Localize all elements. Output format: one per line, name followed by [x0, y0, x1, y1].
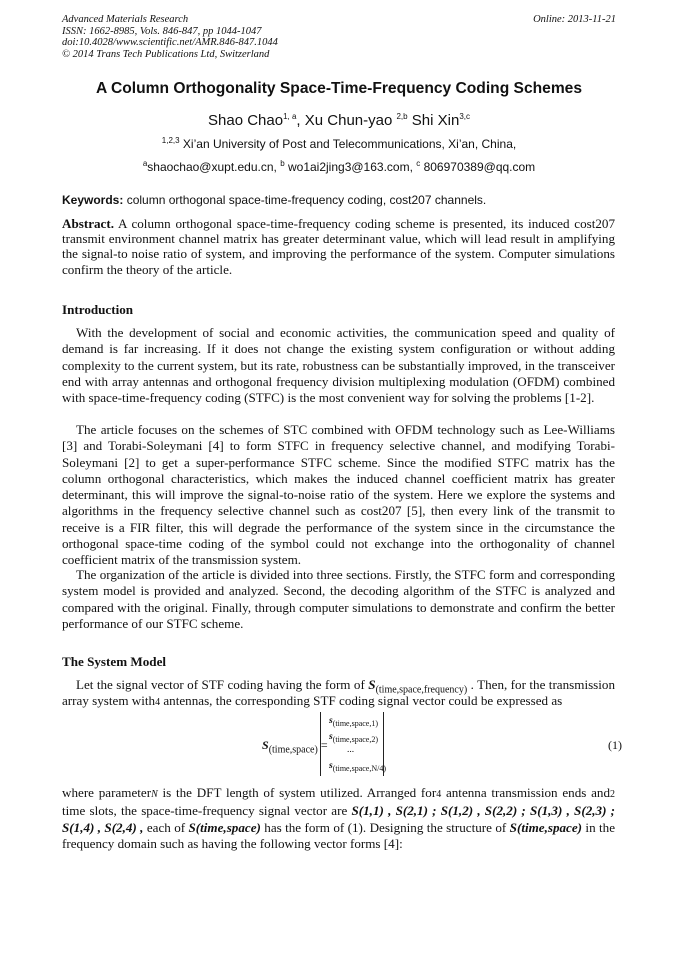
- author-2-sup: 2,b: [396, 112, 408, 121]
- email-a: shaochao@xupt.edu.cn,: [147, 160, 281, 174]
- email-b: wo1ai2jing3@163.com,: [284, 160, 417, 174]
- vector-row-4: $s_{(time,space,N/4)}$: [329, 761, 387, 773]
- vector-row-ellipsis: ...: [347, 745, 355, 755]
- equation-vector: [320, 712, 387, 776]
- affiliation-text: Xi’an University of Post and Telecommunications, Xi’an, China,: [179, 137, 517, 151]
- vector-row-2: $s_{(time,space,2)}$: [329, 732, 379, 744]
- vector-row-1: $s_{(time,space,1)}$: [329, 716, 379, 728]
- email-a-sup: a: [142, 159, 148, 168]
- vector-list: S(1,1) , S(2,1) ; S(1,2) , S(2,2) ; S(1,3) , S(2,3) ; S(1,4) , S(2,4) ,: [62, 803, 616, 835]
- journal-header: [62, 14, 616, 60]
- intro-paragraph-3: The organization of the article is divided into three sections. Firstly, the STFC form and corresponding system model is provided and analyzed. Second, the decoding algorithm of the STFC is analyzed and compared with the original. Finally, through computer simulations to demonstrate and confirm the better performance of our STFC scheme.: [62, 567, 615, 631]
- email-b-sup: b: [280, 159, 285, 168]
- intro-paragraph-1: With the development of social and economic activities, the communication speed and quality of demand is far increasing. If it does not change the existing system configuration or without adding complexity to the current system, but its rate, robustness can be substantially improved, in the transceiver end with array antennas and orthogonal frequency division multiplexing modulation (OFDM) combined with space-time-frequency coding (STFC) is the most convenient way for solving the problems [1-2].: [62, 325, 615, 406]
- keywords: [62, 193, 622, 207]
- online-date: Online: 2013-11-21: [533, 14, 616, 25]
- intro-heading: Introduction: [62, 302, 134, 317]
- issn-line: ISSN: 1662-8985, Vols. 846-847, pp 1044-1047: [62, 25, 262, 37]
- symbol-s: S: [368, 677, 376, 692]
- equation-1: $S_{(time,space)}$ = $s_{(time,space,1)}$ $s_{(time,space,2)}$ ... $s_{(time,space,N/4)}$ (1): [262, 712, 622, 778]
- abstract-text: A column orthogonal space-time-frequency coding scheme is presented, its induced cost207 transmit environment channel matrix has greater determinant value, which will lead result in amplifying the signal-to noise ratio of system, and improving the performance of the system. Computer simulations confirm the theory of the article.: [62, 216, 615, 277]
- system-model-paragraph-2: where parameterN is the DFT length of system utilized. Arranged for4 antenna transmission ends and2 time slots, the space-time-frequency signal vector are S(1,1) , S(2,1) ; S(1,2) , S(2,2) ; S(1,3) , S(2,3) ; S(1,4) , S(2,4) , each of S(time,space) has the form of (1). Designing the structure of S(time,space) in the frequency domain such as having the following vector forms [4]:: [62, 785, 616, 851]
- email-line: [0, 160, 678, 174]
- author-2: , Xu Chun-yao: [296, 112, 397, 129]
- abstract-label: Abstract.: [62, 216, 114, 231]
- email-c: 806970389@qq.com: [420, 160, 536, 174]
- author-1-sup: 1, a: [283, 112, 297, 121]
- doi-line: doi:10.4028/www.scientific.net/AMR.846-847.1044: [62, 37, 278, 49]
- copyright-line: © 2014 Trans Tech Publications Ltd, Switzerland: [62, 48, 270, 60]
- abstract: [62, 216, 615, 277]
- author-3: Shi Xin: [407, 112, 460, 129]
- affiliation-sup: 1,2,3: [161, 136, 180, 145]
- system-model-heading: The System Model: [62, 654, 167, 669]
- author-1: Shao Chao: [208, 112, 284, 129]
- equation-number: (1): [608, 738, 622, 752]
- affiliation: [0, 137, 678, 151]
- keywords-text: column orthogonal space-time-frequency coding, cost207 channels.: [123, 193, 487, 207]
- equation-lhs: S: [262, 738, 269, 752]
- email-c-sup: c: [416, 159, 421, 168]
- author-3-sup: 3,c: [459, 112, 470, 121]
- intro-paragraph-2: The article focuses on the schemes of STC combined with OFDM technology such as Lee-Williams [3] and Torabi-Soleymani [4] to form STFC in frequency selective channel, and modifying Torabi-Soleymani [2] to get a super-performance STFC scheme. Since the modified STFC matrix has the column orthogonal characteristics, which makes the induced channel coefficient matrix has greater determinant, this will improve the signal-to-noise ratio of the system. Here we explore the systems and algorithms in the frequency selective channel such as cost207 [5], then every link of the transmit to receive is a FIR filter, this will degrade the performance of the system since in the circumstance the orthogonal space-time coding of the symbol could not exchange into the orthogonality of channel coefficient matrix of the transmission system.: [62, 422, 615, 568]
- author-line: [0, 112, 678, 129]
- journal-name: Advanced Materials Research: [62, 14, 189, 25]
- paper-title: A Column Orthogonality Space-Time-Frequency Coding Schemes: [95, 80, 583, 97]
- keywords-label: Keywords:: [62, 193, 124, 207]
- system-model-paragraph-1: Let the signal vector of STF coding having the form of $S_{(time,space,frequency)}$ . Then, for the transmission array system with4 antennas, the corresponding STF coding signal vector could be expressed as: [62, 677, 616, 709]
